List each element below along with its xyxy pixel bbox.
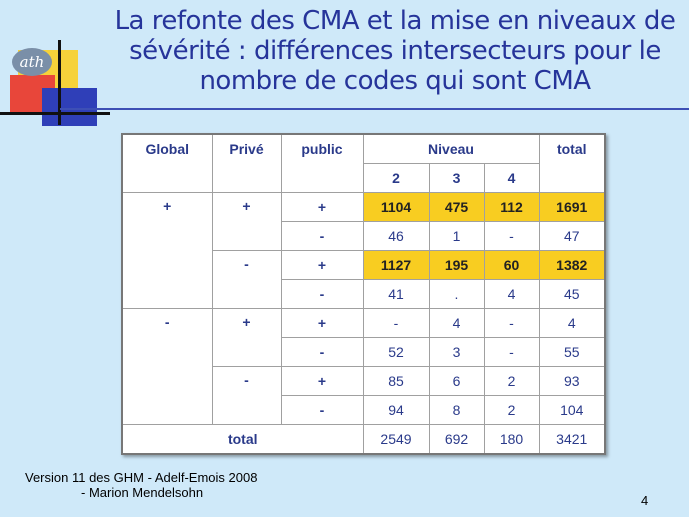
footer-line-2: - Marion Mendelsohn bbox=[81, 485, 204, 500]
cell-n4: - bbox=[484, 221, 539, 250]
total-n3: 692 bbox=[429, 424, 484, 454]
cell-n2: 46 bbox=[363, 221, 429, 250]
cell-n2: 41 bbox=[363, 279, 429, 308]
cell-public: - bbox=[281, 221, 363, 250]
cell-global: - bbox=[122, 308, 212, 424]
title-line-1: La refonte des CMA et la mise en niveaux de bbox=[114, 6, 676, 36]
header-total: total bbox=[539, 134, 605, 192]
cell-n3: 195 bbox=[429, 250, 484, 279]
cell-prive: + bbox=[212, 192, 281, 250]
cell-total: 1691 bbox=[539, 192, 605, 221]
cell-n2: 1104 bbox=[363, 192, 429, 221]
cell-n4: 112 bbox=[484, 192, 539, 221]
footer-line-1: Version 11 des GHM - Adelf-Emois 2008 bbox=[25, 470, 258, 485]
cell-public: + bbox=[281, 250, 363, 279]
footer-note bbox=[25, 470, 257, 500]
cell-n4: - bbox=[484, 308, 539, 337]
cell-prive: - bbox=[212, 250, 281, 308]
cell-public: - bbox=[281, 337, 363, 366]
page-number: 4 bbox=[641, 493, 649, 508]
table-row bbox=[122, 192, 605, 221]
cell-total: 1382 bbox=[539, 250, 605, 279]
cell-n4: - bbox=[484, 337, 539, 366]
cell-n2: 85 bbox=[363, 366, 429, 395]
cell-n3: 3 bbox=[429, 337, 484, 366]
cell-n3: 6 bbox=[429, 366, 484, 395]
cell-public: - bbox=[281, 395, 363, 424]
header-niveau-2: 2 bbox=[363, 163, 429, 192]
header-niveau-4: 4 bbox=[484, 163, 539, 192]
title-underline bbox=[60, 108, 689, 110]
cell-global: + bbox=[122, 192, 212, 308]
total-label: total bbox=[122, 424, 363, 454]
header-public: public bbox=[281, 134, 363, 192]
cell-n3: 4 bbox=[429, 308, 484, 337]
total-total: 3421 bbox=[539, 424, 605, 454]
cell-n2: 94 bbox=[363, 395, 429, 424]
cell-prive: - bbox=[212, 366, 281, 424]
cell-n3: 475 bbox=[429, 192, 484, 221]
total-n4: 180 bbox=[484, 424, 539, 454]
total-n2: 2549 bbox=[363, 424, 429, 454]
slide-title bbox=[110, 6, 680, 96]
total-row bbox=[122, 424, 605, 454]
cma-table bbox=[121, 133, 606, 455]
cell-public: + bbox=[281, 308, 363, 337]
logo-blue-square bbox=[42, 88, 97, 126]
cell-prive: + bbox=[212, 308, 281, 366]
cell-n3: . bbox=[429, 279, 484, 308]
cell-n2: 1127 bbox=[363, 250, 429, 279]
cell-total: 93 bbox=[539, 366, 605, 395]
title-line-2: sévérité : différences intersecteurs pour le bbox=[129, 36, 661, 66]
ath-logo bbox=[0, 40, 110, 125]
cell-public: - bbox=[281, 279, 363, 308]
cell-n2: 52 bbox=[363, 337, 429, 366]
cell-total: 45 bbox=[539, 279, 605, 308]
cell-total: 47 bbox=[539, 221, 605, 250]
cell-n4: 2 bbox=[484, 366, 539, 395]
header-niveau: Niveau bbox=[363, 134, 539, 163]
cell-n4: 4 bbox=[484, 279, 539, 308]
cell-total: 4 bbox=[539, 308, 605, 337]
header-prive: Privé bbox=[212, 134, 281, 192]
logo-oval: ath bbox=[12, 48, 52, 76]
cell-n3: 8 bbox=[429, 395, 484, 424]
cell-public: + bbox=[281, 366, 363, 395]
header-niveau-3: 3 bbox=[429, 163, 484, 192]
logo-horizontal-line bbox=[0, 112, 110, 115]
table-row bbox=[122, 308, 605, 337]
cell-n2: - bbox=[363, 308, 429, 337]
cell-public: + bbox=[281, 192, 363, 221]
cell-n4: 2 bbox=[484, 395, 539, 424]
cell-total: 104 bbox=[539, 395, 605, 424]
cell-n4: 60 bbox=[484, 250, 539, 279]
cell-n3: 1 bbox=[429, 221, 484, 250]
cell-total: 55 bbox=[539, 337, 605, 366]
header-global: Global bbox=[122, 134, 212, 192]
title-line-3: nombre de codes qui sont CMA bbox=[199, 66, 591, 96]
